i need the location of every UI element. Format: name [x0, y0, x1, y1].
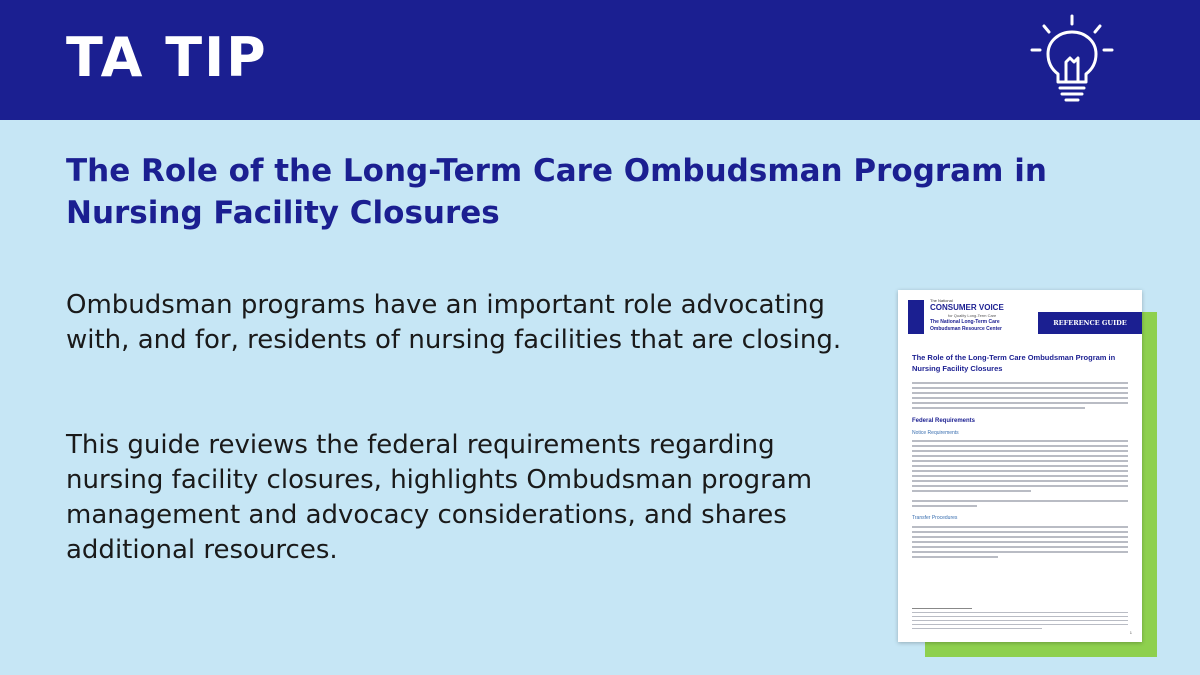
page-title: The Role of the Long-Term Care Ombudsman Program in Nursing Facility Closures — [66, 153, 1047, 231]
logo-line-3: for Quality Long-Term Care — [948, 313, 997, 318]
document-subheading-2: Transfer Procedures — [912, 515, 958, 521]
header-banner — [0, 0, 1200, 120]
banner-title: TA TIP — [66, 26, 268, 89]
footnotes — [912, 612, 1128, 632]
document-section-heading: Federal Requirements — [912, 418, 976, 424]
logo-line-4: The National Long-Term Care Ombudsman Resource Center — [930, 319, 1002, 332]
document-body-text — [912, 382, 1128, 412]
lightbulb-icon — [1024, 12, 1120, 108]
reference-guide-tag: REFERENCE GUIDE — [1038, 312, 1142, 334]
logo-line-2: CONSUMER VOICE — [930, 303, 1004, 312]
document-body-text — [912, 440, 1128, 495]
document-thumbnail — [898, 290, 1142, 642]
document-subheading-1: Notice Requirements — [912, 430, 959, 436]
logo-mark — [908, 300, 924, 334]
document-title: The Role of the Long-Term Care Ombudsman Program in Nursing Facility Closures — [912, 353, 1116, 373]
footnote-rule — [912, 608, 972, 609]
summary-paragraph: This guide reviews the federal requirements regarding nursing facility closures, highlights Ombudsman program management and advocacy considerations, and shares additional resources. — [66, 430, 813, 565]
document-body-text — [912, 500, 1128, 510]
logo-line-1: The National — [930, 298, 953, 303]
page-number: 1 — [1129, 630, 1132, 635]
document-body-text — [912, 526, 1128, 561]
consumer-voice-logo — [908, 298, 1028, 336]
intro-paragraph: Ombudsman programs have an important role advocating with, and for, residents of nursing facilities that are closing. — [66, 290, 842, 355]
